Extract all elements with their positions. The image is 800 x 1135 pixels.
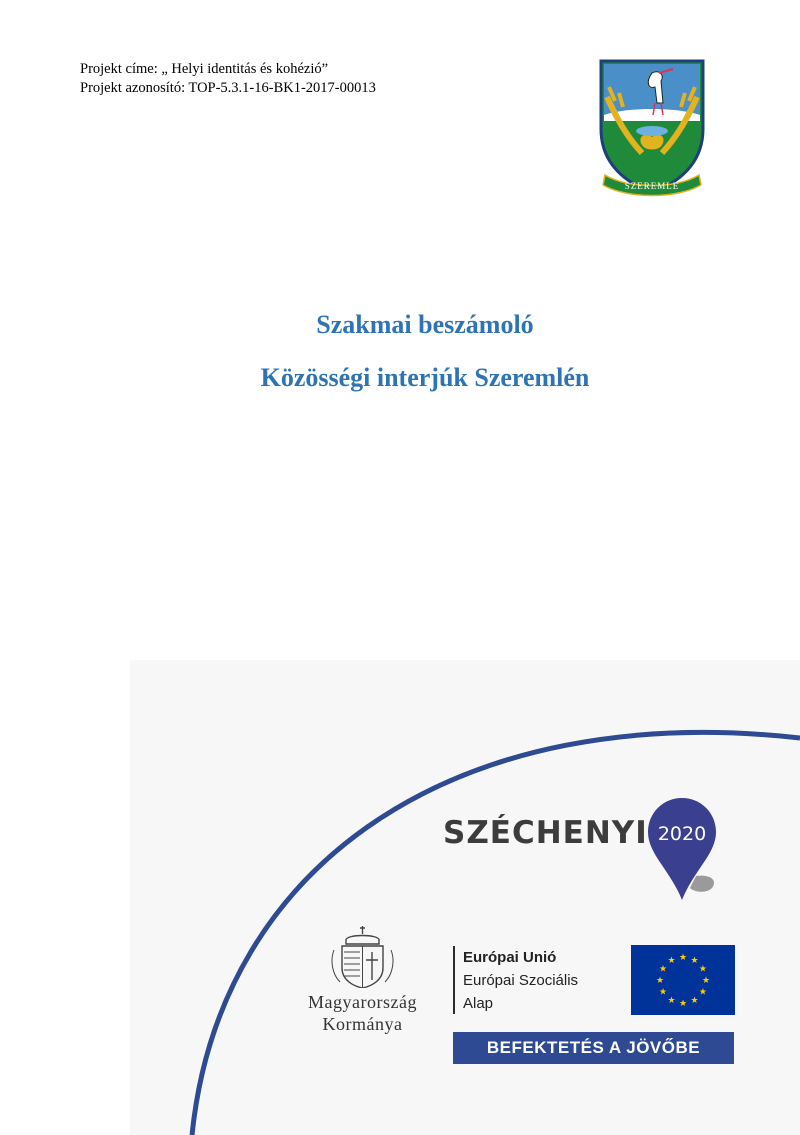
eu-star-icon: ★ <box>690 956 699 967</box>
funding-footer <box>130 660 800 1135</box>
project-title: Projekt címe: „ Helyi identitás és kohézió” <box>80 61 329 77</box>
eu-star-icon: ★ <box>701 976 711 986</box>
eu-star-icon: ★ <box>698 987 707 998</box>
eu-flag-icon <box>631 945 735 1015</box>
eu-star-icon: ★ <box>667 956 676 967</box>
report-title: Szakmai beszámoló <box>316 310 534 339</box>
project-id: Projekt azonosító: TOP-5.3.1-16-BK1-2017-00013 <box>80 80 376 96</box>
hungarian-government-logo <box>280 926 445 1076</box>
eu-line3: Alap <box>463 995 494 1012</box>
eu-fund-label <box>453 946 578 1014</box>
report-subtitle: Közösségi interjúk Szeremlén <box>260 363 590 392</box>
szeremle-crest-icon <box>597 57 707 200</box>
eu-star-icon: ★ <box>659 964 668 975</box>
eu-star-icon: ★ <box>678 953 688 963</box>
eu-star-icon: ★ <box>659 987 668 998</box>
crest-label: SZEREMLE <box>624 181 680 191</box>
eu-star-icon: ★ <box>678 999 688 1009</box>
hungarian-coat-of-arms-icon <box>280 926 445 988</box>
eu-star-icon: ★ <box>667 995 676 1006</box>
investment-banner: BEFEKTETÉS A JÖVŐBE <box>453 1032 734 1064</box>
eu-star-icon: ★ <box>690 995 699 1006</box>
szechenyi-2020-pin-icon <box>646 796 718 902</box>
header-block <box>80 60 376 98</box>
eu-star-icon: ★ <box>655 976 665 986</box>
szechenyi-logo-text: SZÉCHENYI <box>443 815 648 851</box>
gov-name-line1: Magyarország <box>308 992 417 1012</box>
eu-star-icon: ★ <box>698 964 707 975</box>
gov-name-line2: Kormánya <box>322 1014 403 1034</box>
szechenyi-year: 2020 <box>657 823 707 845</box>
eu-line2: Európai Szociális <box>463 972 579 989</box>
eu-line1: Európai Unió <box>463 949 557 966</box>
